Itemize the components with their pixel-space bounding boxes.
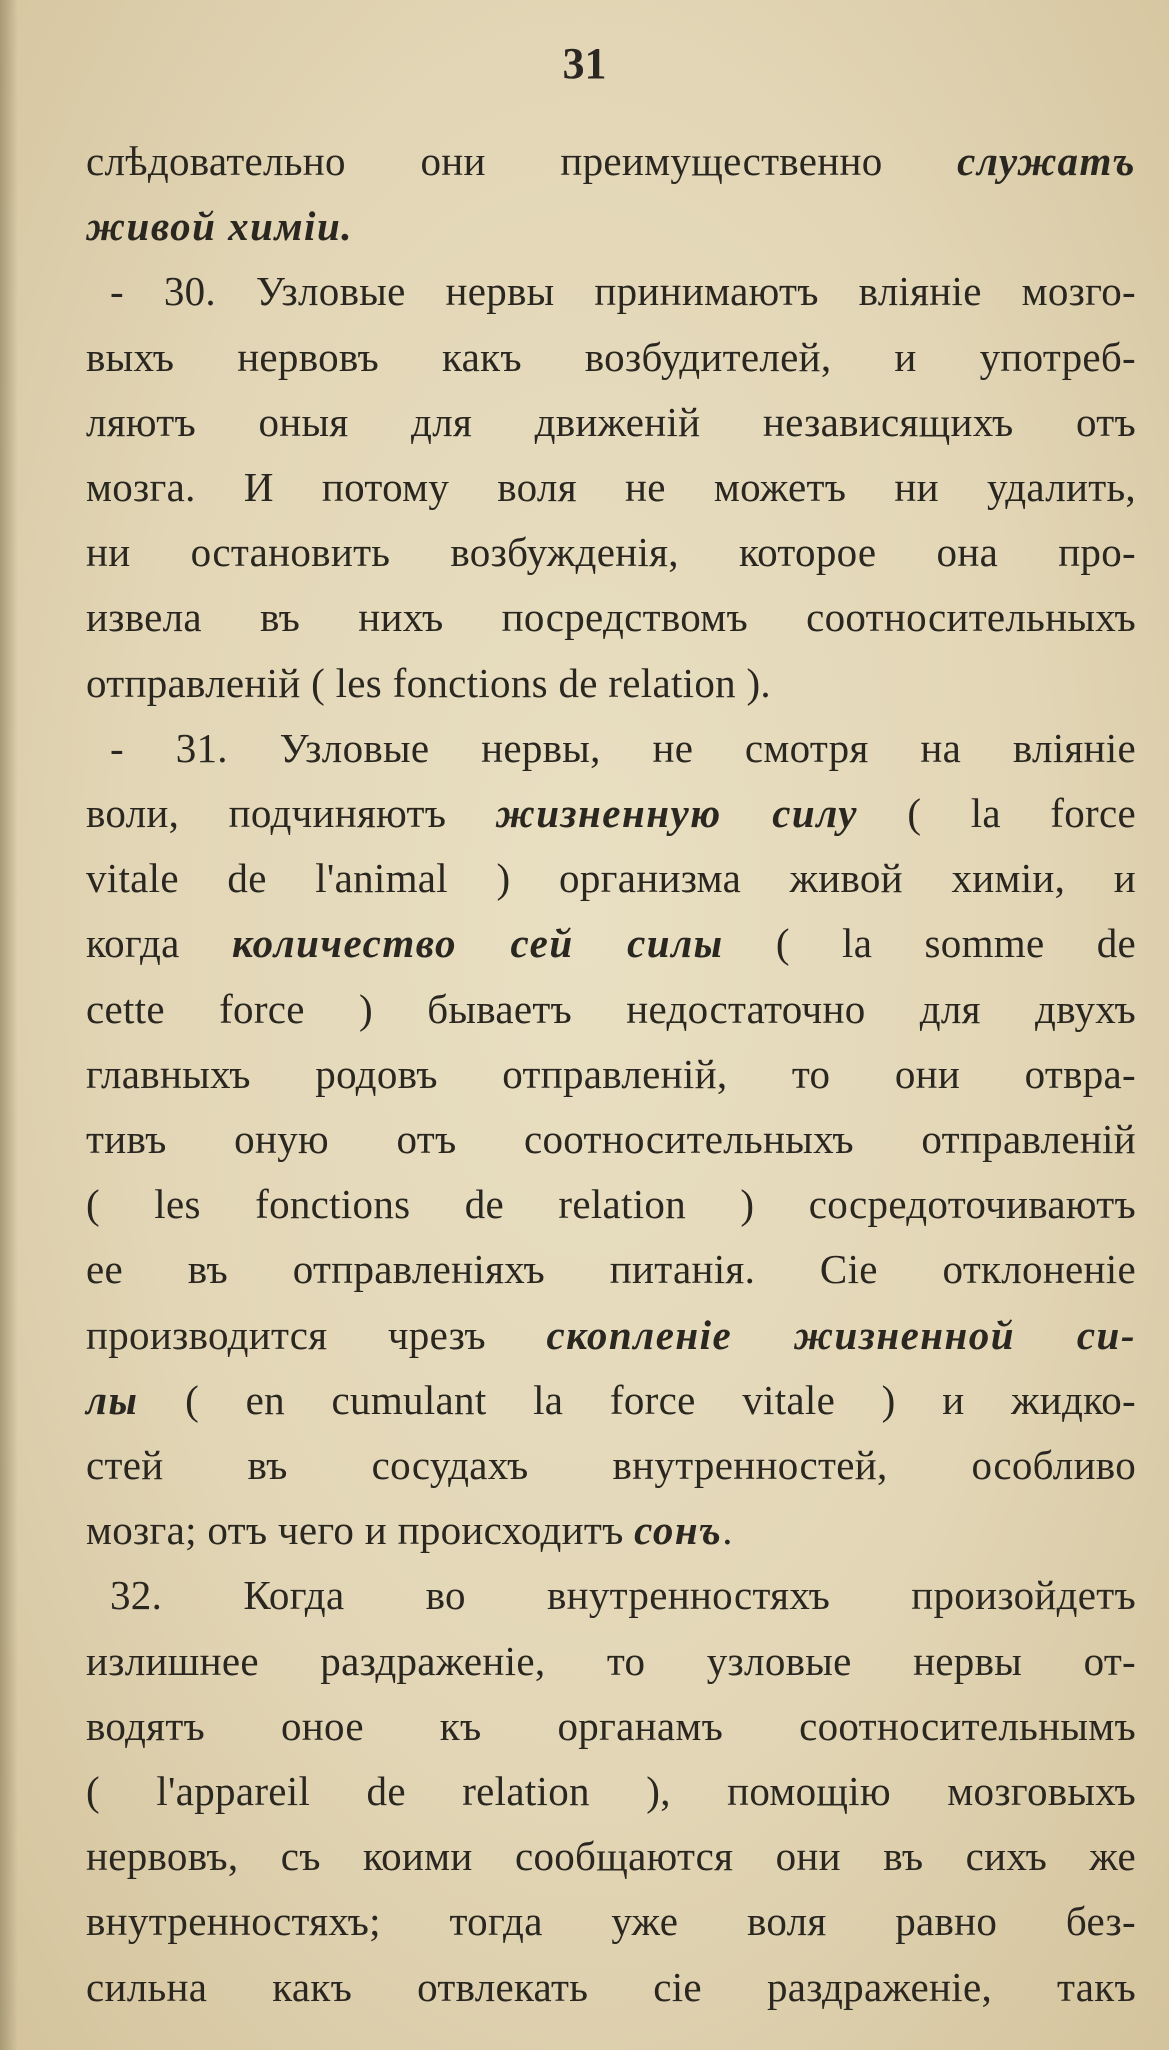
- emphasis-text: лы: [86, 1377, 139, 1423]
- text-line: [86, 1497, 1136, 1563]
- text-line: [86, 1758, 1136, 1824]
- line-text: нервовъ, съ коими сообщаются они въ сихъ же: [86, 1833, 1136, 1879]
- text-line: [86, 1367, 1136, 1433]
- line-text: излишнее раздраженіе, то узловые нервы от-: [86, 1638, 1136, 1684]
- line-text: производится чрезъ: [86, 1312, 547, 1358]
- text-line: [86, 1432, 1136, 1498]
- line-text: ляютъ оныя для движеній независящихъ отъ: [86, 399, 1136, 445]
- line-text: стей въ сосудахъ внутренностей, особливо: [86, 1442, 1136, 1488]
- text-line: [86, 324, 1136, 390]
- emphasis-text: количество сей силы: [231, 920, 724, 966]
- line-text: ( la somme de: [723, 920, 1136, 966]
- text-line: [86, 1693, 1136, 1759]
- line-text: ее въ отправленіяхъ питанія. Сіе отклоненіе: [86, 1246, 1136, 1292]
- line-text: выхъ нервовъ какъ возбудителей, и употреб-: [86, 334, 1136, 380]
- line-text: мозга. И потому воля не можетъ ни удалить,: [86, 464, 1136, 510]
- emphasis-text: живой химіи.: [86, 203, 354, 249]
- text-line: [86, 1823, 1136, 1889]
- text-line: [86, 128, 1136, 194]
- line-text: тивъ оную отъ соотносительныхъ отправленій: [86, 1116, 1136, 1162]
- text-line: [86, 976, 1136, 1042]
- text-line: [86, 1954, 1136, 2020]
- emphasis-text: скопленіе жизненной си-: [546, 1312, 1136, 1358]
- text-line: [86, 1236, 1136, 1302]
- text-line: [86, 1106, 1136, 1172]
- text-line: [86, 845, 1136, 911]
- line-text: извела въ нихъ посредствомъ соотносительныхъ: [86, 594, 1136, 640]
- line-text: слѣдовательно они преимущественно: [86, 138, 958, 184]
- text-line: [86, 1628, 1136, 1694]
- line-text: ( l'appareil de relation ), помощію мозговыхъ: [86, 1768, 1136, 1814]
- text-line: [86, 389, 1136, 455]
- line-text: .: [722, 1507, 733, 1553]
- text-line: [86, 1171, 1136, 1237]
- text-line: [110, 715, 1136, 781]
- emphasis-text: жизненную силу: [495, 790, 858, 836]
- text-line: [86, 910, 1136, 976]
- line-text: - 31. Узловые нервы, не смотря на вліяніе: [110, 725, 1136, 771]
- line-text: внутренностяхъ; тогда уже воля равно без-: [86, 1898, 1136, 1944]
- line-text: отправленій ( les fonctions de relation ).: [86, 660, 771, 706]
- text-line: [110, 258, 1136, 324]
- text-line: [110, 1562, 1136, 1628]
- line-text: главныхъ родовъ отправленій, то они отвра-: [86, 1051, 1136, 1097]
- line-text: ( la force: [857, 790, 1136, 836]
- line-text: cette force ) бываетъ недостаточно для двухъ: [86, 986, 1136, 1032]
- text-line: [86, 454, 1136, 520]
- line-text: ( les fonctions de relation ) сосредоточиваютъ: [86, 1181, 1136, 1227]
- text-line: [86, 780, 1136, 846]
- page-number: 31: [562, 39, 607, 88]
- line-text: ни остановить возбужденія, которое она про-: [86, 529, 1136, 575]
- line-text: водятъ оное къ органамъ соотносительнымъ: [86, 1703, 1136, 1749]
- text-line: [86, 193, 1136, 259]
- text-line: [86, 1302, 1136, 1368]
- line-text: - 30. Узловые нервы принимаютъ вліяніе мозго-: [110, 268, 1136, 314]
- line-text: когда: [86, 920, 232, 966]
- emphasis-text: служатъ: [957, 138, 1136, 184]
- line-text: воли, подчиняютъ: [86, 790, 496, 836]
- text-line: [86, 519, 1136, 585]
- text-line: [86, 584, 1136, 650]
- line-text: мозга; отъ чего и происходитъ: [86, 1507, 635, 1553]
- line-text: ( en cumulant la force vitale ) и жидко-: [138, 1377, 1136, 1423]
- line-text: vitale de l'animal ) организма живой химіи, и: [86, 855, 1136, 901]
- text-line: [86, 650, 1136, 716]
- emphasis-text: сонъ: [634, 1507, 723, 1553]
- text-line: [86, 1041, 1136, 1107]
- page-fold-shadow: [0, 0, 18, 2050]
- text-line: [86, 1888, 1136, 1954]
- line-text: сильна какъ отвлекать сіе раздраженіе, такъ: [86, 1964, 1136, 2010]
- line-text: 32. Когда во внутренностяхъ произойдетъ: [110, 1572, 1136, 1618]
